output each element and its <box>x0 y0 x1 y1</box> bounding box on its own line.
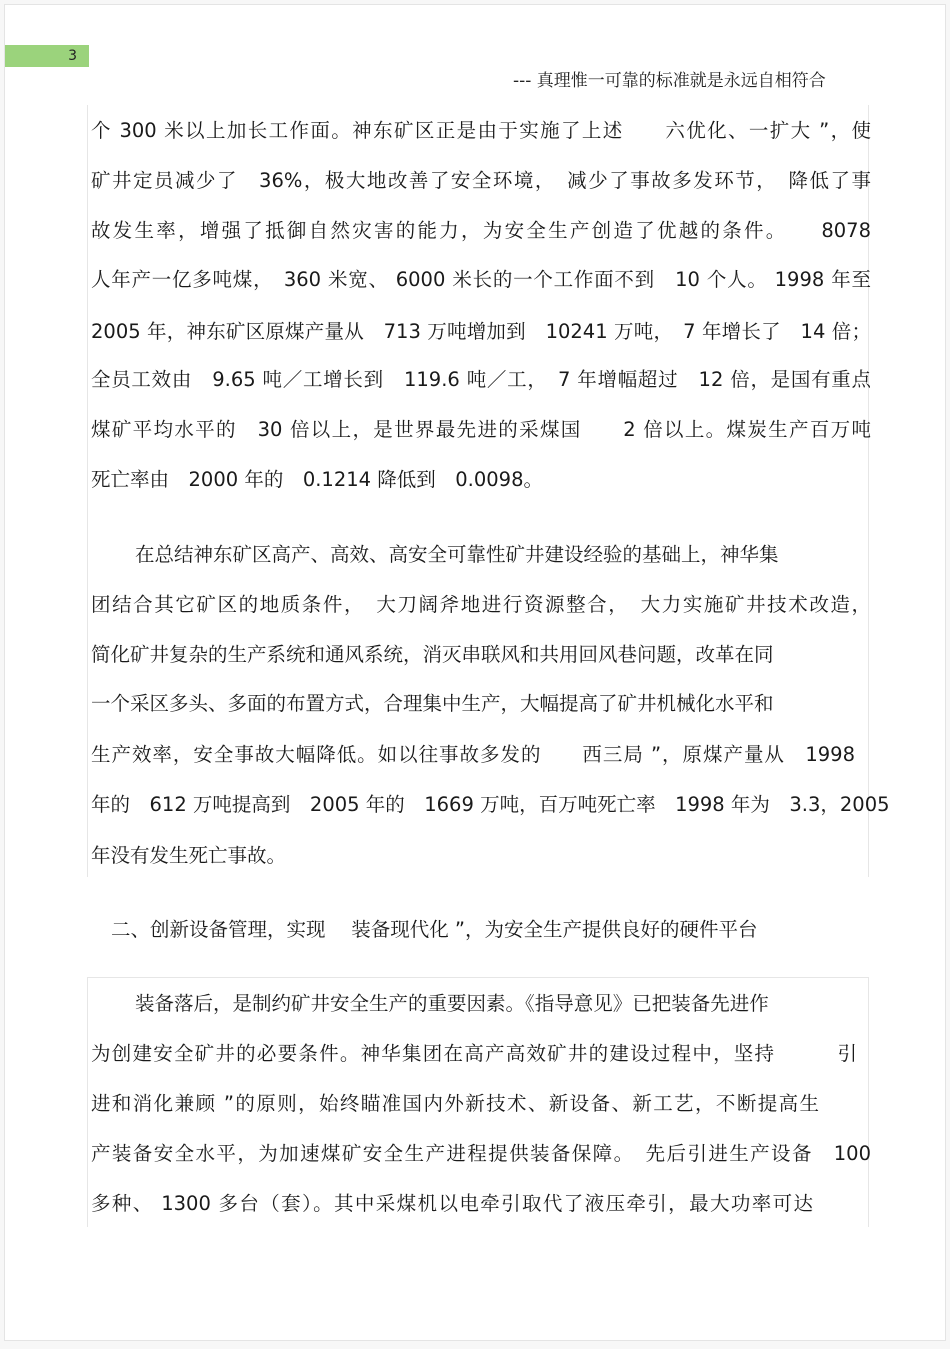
page-number: 3 <box>68 48 77 64</box>
paragraph-3-line: 进和消化兼顾 ”的原则，始终瞄准国内外新技术、新设备、新工艺，不断提高生 <box>91 1092 819 1115</box>
paragraph-1-line: 2005 年，神东矿区原煤产量从 713 万吨增加到 10241 万吨， 7 年增长了 14 倍； <box>91 320 871 343</box>
paragraph-2-line: 年没有发生死亡事故。 <box>91 844 287 867</box>
paragraph-1-line: 全员工效由 9.65 吨／工增长到 119.6 吨／工， 7 年增幅超过 12 倍，是国有重点 <box>91 368 871 391</box>
paragraph-1-line: 矿井定员减少了 36%，极大地改善了安全环境， 减少了事故多发环节， 降低了事 <box>91 169 871 192</box>
document-page <box>4 4 946 1341</box>
page-number-badge <box>5 45 89 67</box>
paragraph-2-line: 简化矿井复杂的生产系统和通风系统，消灭串联风和共用回风巷问题，改革在同 <box>91 643 774 666</box>
paragraph-1-line: 故发生率，增强了抵御自然灾害的能力，为安全生产创造了优越的条件。 8078 <box>91 219 871 242</box>
paragraph-1-line: 个 300 米以上加长工作面。神东矿区正是由于实施了上述 六优化、一扩大 ”，使 <box>91 119 871 142</box>
paragraph-2-line: 团结合其它矿区的地质条件， 大刀阔斧地进行资源整合， 大力实施矿井技术改造， <box>91 593 871 616</box>
paragraph-3-line: 多种、 1300 多台（套）。其中采煤机以电牵引取代了液压牵引，最大功率可达 <box>91 1192 813 1215</box>
section-heading: 二、创新设备管理，实现 装备现代化 ”，为安全生产提供良好的硬件平台 <box>111 918 758 941</box>
paragraph-2-line: 在总结神东矿区高产、高效、高安全可靠性矿井建设经验的基础上，神华集 <box>135 543 779 566</box>
paragraph-3-line: 装备落后，是制约矿井安全生产的重要因素。《指导意见》已把装备先进作 <box>135 992 769 1015</box>
paragraph-1-line: 人年产一亿多吨煤， 360 米宽、 6000 米长的一个工作面不到 10 个人。 1998 年至 <box>91 268 871 291</box>
paragraph-3-line: 产装备安全水平，为加速煤矿安全生产进程提供装备保障。 先后引进生产设备 100 <box>91 1142 871 1165</box>
paragraph-2-line: 一个采区多头、多面的布置方式，合理集中生产，大幅提高了矿井机械化水平和 <box>91 692 774 715</box>
paragraph-1-line: 死亡率由 2000 年的 0.1214 降低到 0.0098。 <box>91 468 543 491</box>
paragraph-3-line: 为创建安全矿井的必要条件。神华集团在高产高效矿井的建设过程中，坚持 引 <box>91 1042 857 1065</box>
header-quote: --- 真理惟一可靠的标准就是永远自相符合 <box>513 71 826 91</box>
paragraph-2-line: 年的 612 万吨提高到 2005 年的 1669 万吨，百万吨死亡率 1998 年为 3.3，2005 <box>91 793 890 816</box>
paragraph-2-line: 生产效率，安全事故大幅降低。如以往事故多发的 西三局 ”，原煤产量从 1998 <box>91 743 855 766</box>
paragraph-1-line: 煤矿平均水平的 30 倍以上，是世界最先进的采煤国 2 倍以上。煤炭生产百万吨 <box>91 418 871 441</box>
